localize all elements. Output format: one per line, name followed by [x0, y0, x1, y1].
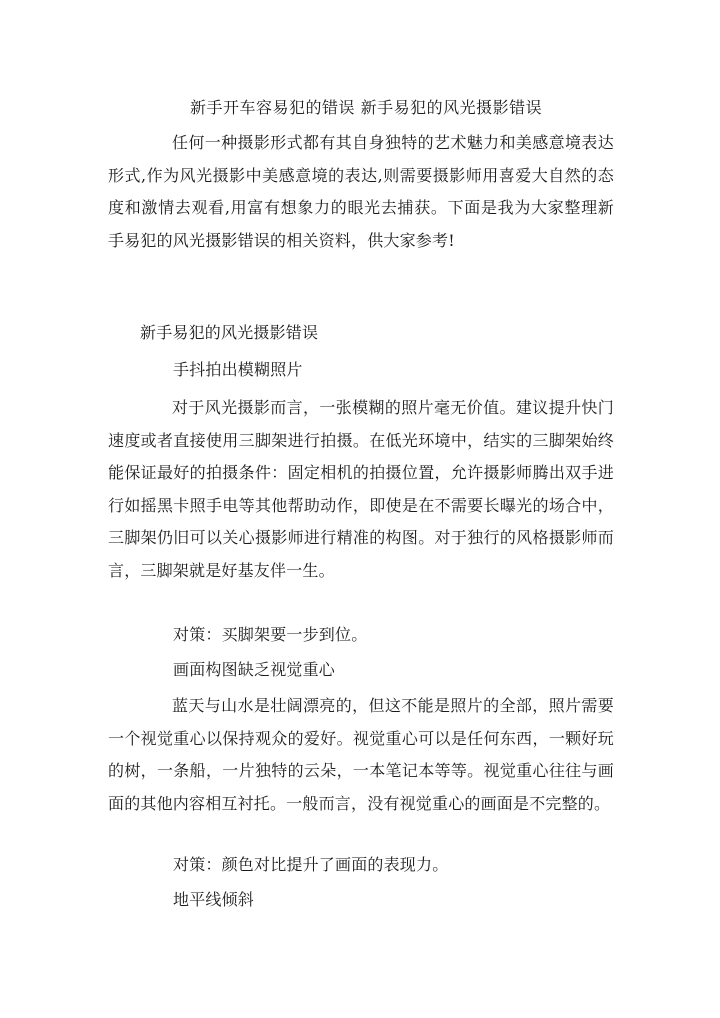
item-heading-2: 画面构图缺乏视觉重心 — [173, 660, 336, 679]
item-heading-3: 地平线倾斜 — [173, 890, 255, 909]
item-body-1: 对于风光摄影而言，一张模糊的照片毫无价值。建议提升快门速度或者直接使用三脚架进行拍摄。在低光环境中，结实的三脚架始终能保证最好的拍摄条件：固定相机的拍摄位置，允许摄影师腾出双手进行如摇黑卡照手电等其他帮助动作，即使是在不需要长曝光的场合中，三脚架仍旧可以关心摄影师进行精准的构图。对于独行的风格摄影师而言，三脚架就是好基友伴一生。 — [108, 398, 614, 580]
item-body-2: 蓝天与山水是壮阔漂亮的，但这不能是照片的全部，照片需要一个视觉重心以保持观众的爱好。视觉重心可以是任何东西，一颗好玩的树，一条船，一片独特的云朵，一本笔记本等等。视觉重心往往与画面的其他内容相互衬托。一般而言，没有视觉重心的画面是不完整的。 — [108, 696, 614, 813]
item-countermeasure-1: 对策：买脚架要一步到位。 — [173, 625, 368, 644]
document-title: 新手开车容易犯的错误 新手易犯的风光摄影错误 — [190, 98, 543, 117]
item-countermeasure-2: 对策：颜色对比提升了画面的表现力。 — [173, 855, 449, 874]
item-heading-1: 手抖拍出模糊照片 — [173, 360, 303, 379]
section-heading: 新手易犯的风光摄影错误 — [140, 323, 319, 342]
intro-paragraph: 任何一种摄影形式都有其自身独特的艺术魅力和美感意境表达形式,作为风光摄影中美感意境的表达,则需要摄影师用喜爱大自然的态度和激情去观看,用富有想象力的眼光去捕获。下面是我为大家整理新手易犯的风光摄影错误的相关资料，供大家参考! — [108, 133, 614, 250]
